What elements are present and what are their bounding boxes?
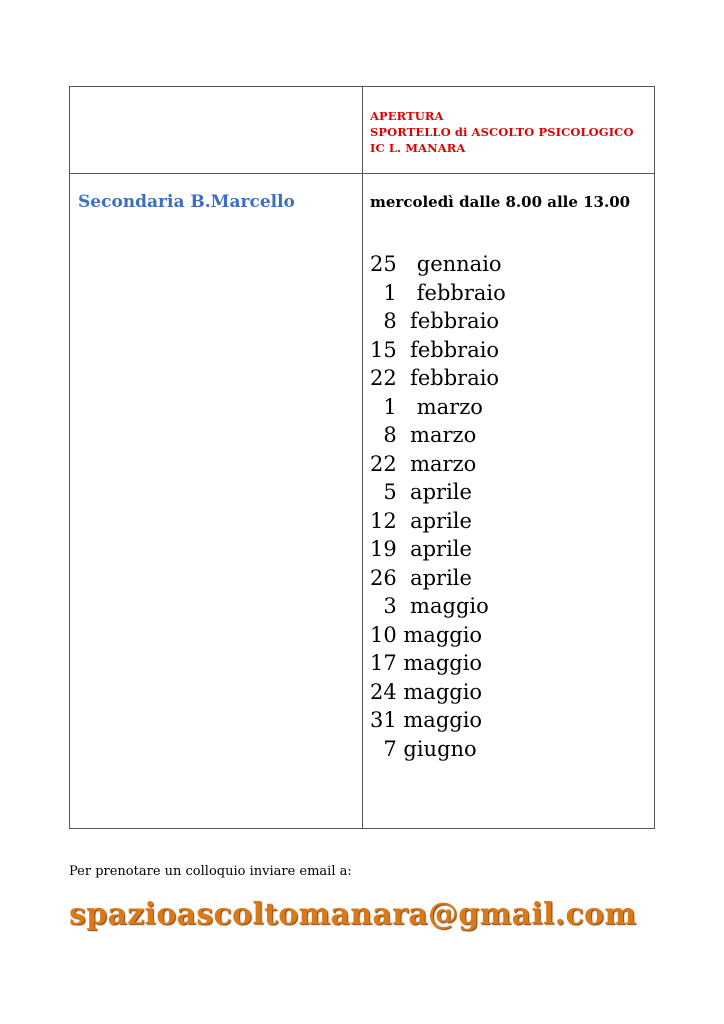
schedule-table [69,86,655,829]
date-item: 5 aprile [370,480,472,504]
header-line-3: IC L. MANARA [370,141,466,155]
column-divider [362,87,363,828]
date-item: 22 febbraio [370,366,500,390]
date-item: 3 maggio [370,594,489,618]
date-item: 31 maggio [370,708,483,732]
contact-email[interactable]: spazioascoltomanara@gmail.com [69,897,637,932]
header-title [370,108,634,156]
date-item: 7 giugno [370,736,477,761]
date-item: 25 gennaio [370,252,502,276]
booking-note: Per prenotare un colloquio inviare email a: [69,864,352,879]
dates-list [370,250,506,763]
date-item: 17 maggio [370,651,483,675]
row-divider [70,173,654,174]
header-line-1: APERTURA [370,109,444,123]
date-item: 10 maggio [370,622,483,647]
date-item: 8 marzo [370,423,477,447]
date-item: 1 febbraio [370,280,506,305]
date-item: 1 marzo [370,394,483,419]
date-item: 19 aprile [370,537,472,561]
header-line-2: SPORTELLO di ASCOLTO PSICOLOGICO [370,125,634,139]
date-item: 24 maggio [370,679,483,704]
date-item: 8 febbraio [370,309,500,333]
date-item: 26 aprile [370,565,472,590]
date-item: 12 aprile [370,508,472,533]
school-name: Secondaria B.Marcello [78,192,295,212]
date-item: 15 febbraio [370,337,500,362]
opening-hours: mercoledì dalle 8.00 alle 13.00 [370,193,631,211]
date-item: 22 marzo [370,451,477,476]
